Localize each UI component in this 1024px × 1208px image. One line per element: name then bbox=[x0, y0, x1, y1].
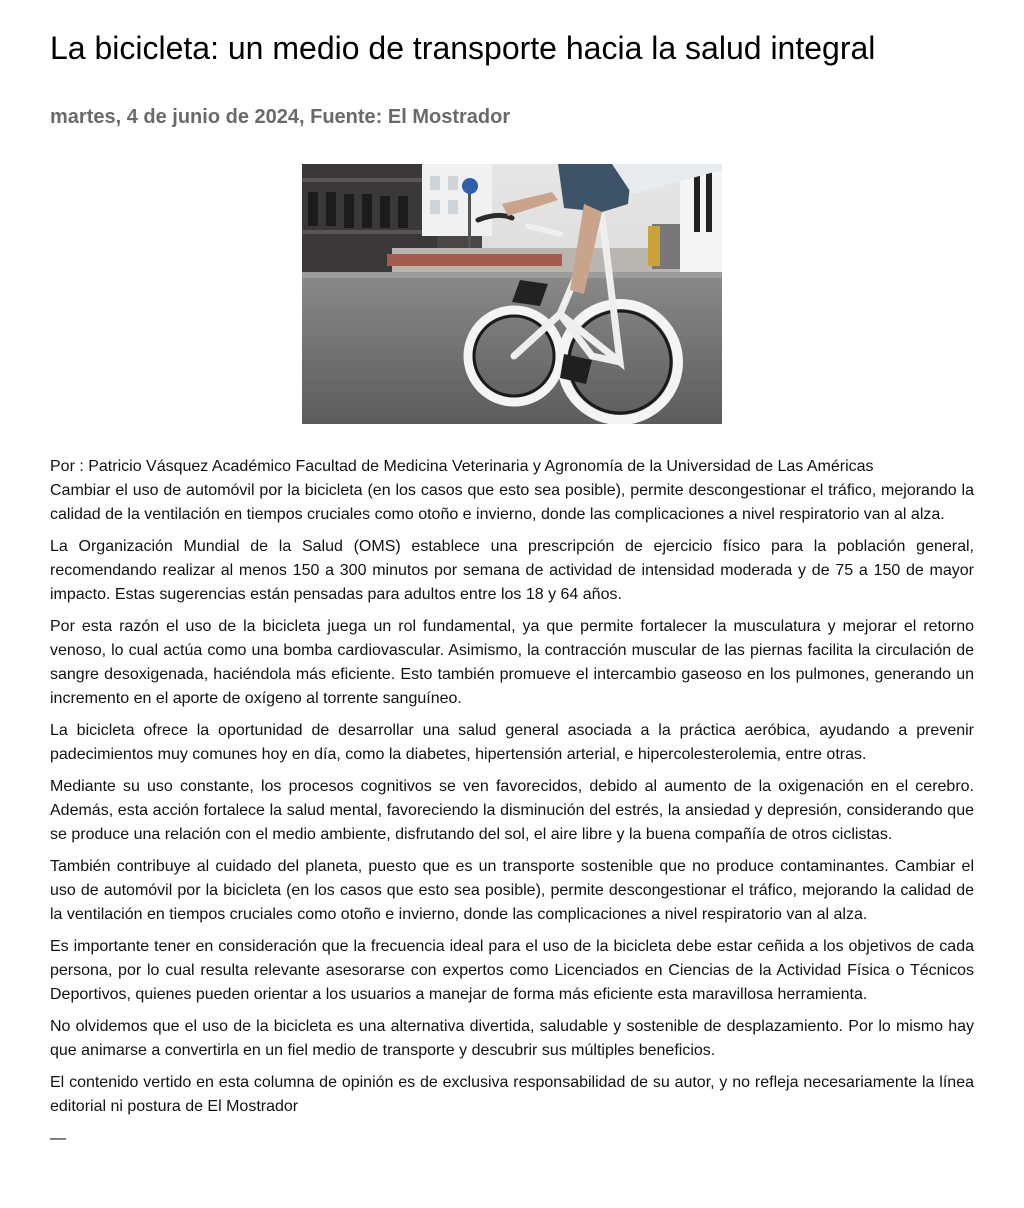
article-paragraph: Mediante su uso constante, los procesos cognitivos se ven favorecidos, debido al aumento de la oxigenación en el cerebro. Además, esta acción fortalece la salud mental, favoreciendo la disminución del estrés, la ansiedad y depresión, considerando que se produce una relación con el medio ambiente, disfrutando del sol, el aire libre y la buena compañía de otros ciclistas. bbox=[50, 778, 974, 843]
article-paragraph: Por esta razón el uso de la bicicleta juega un rol fundamental, ya que permite fortalecer la musculatura y mejorar el retorno venoso, lo cual actúa como una bomba cardiovascular. Asimismo, la contracción muscular de las piernas facilita la circulación de sangre desoxigenada, haciéndola más eficiente. Esto también promueve el intercambio gaseoso en los pulmones, generando un incremento en el aporte de oxígeno al torrente sanguíneo. bbox=[50, 618, 974, 707]
article-author: Por : Patricio Vásquez Académico Facultad de Medicina Veterinaria y Agronomía de la Universidad de Las Américas bbox=[50, 458, 874, 475]
end-mark: — bbox=[50, 1130, 66, 1147]
article-body bbox=[50, 455, 974, 1151]
article-paragraph: Cambiar el uso de automóvil por la bicicleta (en los casos que esto sea posible), permite descongestionar el tráfico, mejorando la calidad de la ventilación en tiempos cruciales como otoño e invierno, donde las complicaciones a nivel respiratorio van al alza. bbox=[50, 482, 974, 523]
article-paragraph: Es importante tener en consideración que la frecuencia ideal para el uso de la bicicleta debe estar ceñida a los objetivos de cada persona, por lo cual resulta relevante asesorarse con expertos como Licenciados en Ciencias de la Actividad Física o Técnicos Deportivos, quienes pueden orientar a los usuarios a manejar de forma más eficiente esta maravillosa herramienta. bbox=[50, 938, 974, 1003]
article-paragraph: La Organización Mundial de la Salud (OMS) establece una prescripción de ejercicio físico para la población general, recomendando realizar al menos 150 a 300 minutos por semana de actividad de intensidad moderada y de 75 a 150 de mayor impacto. Estas sugerencias están pensadas para adultos entre los 18 y 64 años. bbox=[50, 538, 974, 603]
article-date-source: martes, 4 de junio de 2024, Fuente: El Mostrador bbox=[50, 106, 511, 128]
article-paragraph: La bicicleta ofrece la oportunidad de desarrollar una salud general asociada a la práctica aeróbica, ayudando a prevenir padecimientos muy comunes hoy en día, como la diabetes, hipertensión arterial, e hipercolesterolemia, entre otras. bbox=[50, 722, 974, 763]
article-paragraph: El contenido vertido en esta columna de opinión es de exclusiva responsabilidad de su autor, y no refleja necesariamente la línea editorial ni postura de El Mostrador bbox=[50, 1074, 974, 1115]
article-paragraph: No olvidemos que el uso de la bicicleta es una alternativa divertida, saludable y sostenible de desplazamiento. Por lo mismo hay que animarse a convertirla en un fiel medio de transporte y descubrir sus múltiples beneficios. bbox=[50, 1018, 974, 1059]
article-title: La bicicleta: un medio de transporte hacia la salud integral bbox=[50, 30, 876, 66]
article-paragraph: También contribuye al cuidado del planeta, puesto que es un transporte sostenible que no produce contaminantes. Cambiar el uso de automóvil por la bicicleta (en los casos que esto sea posible), permite descongestionar el tráfico, mejorando la calidad de la ventilación en tiempos cruciales como otoño e invierno, donde las complicaciones a nivel respiratorio van al alza. bbox=[50, 858, 974, 923]
cyclist-photo bbox=[302, 164, 722, 424]
